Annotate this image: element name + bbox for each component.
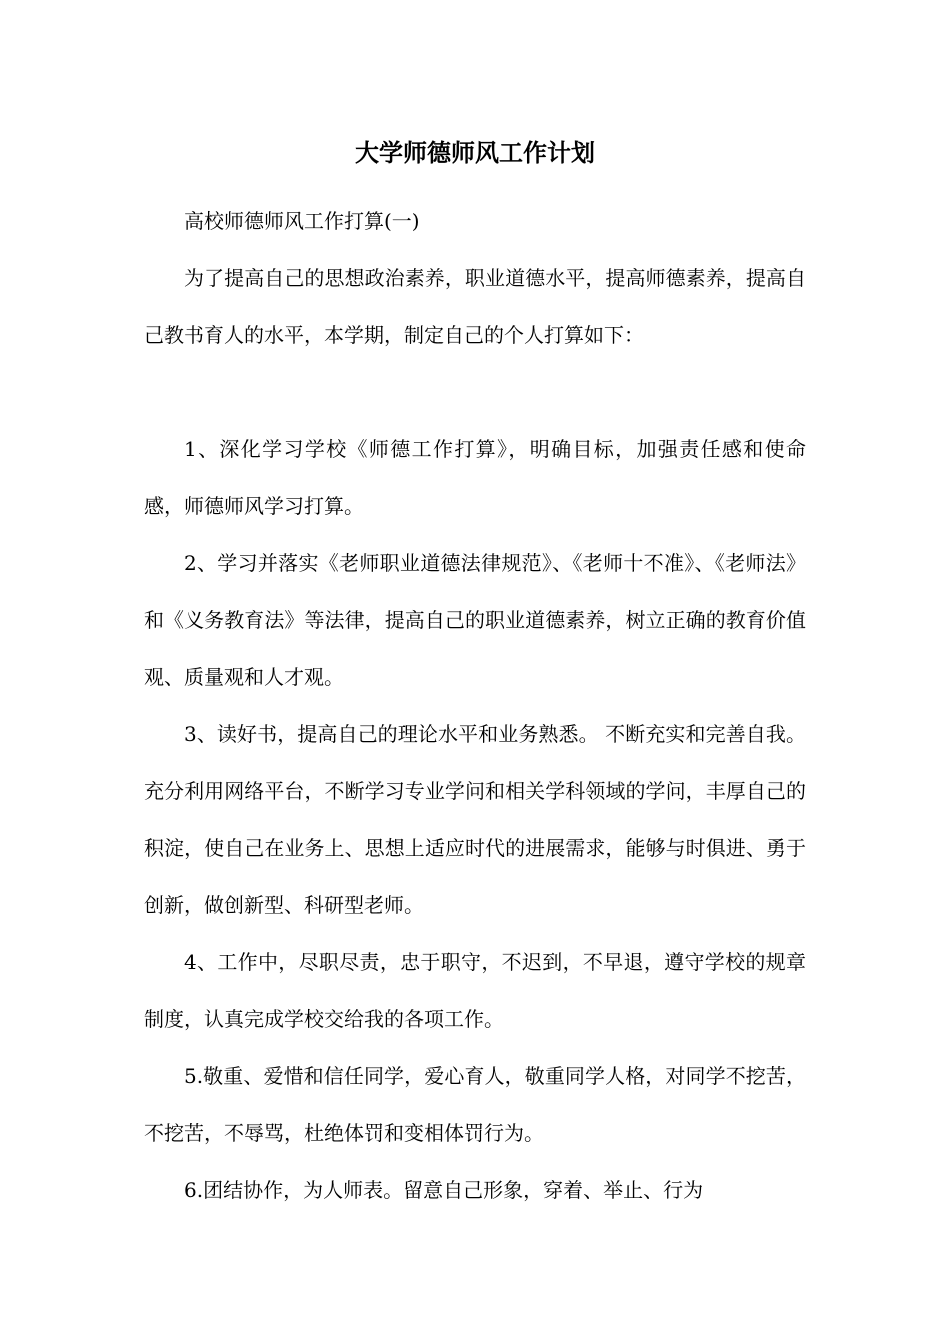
document-title: 大学师德师风工作计划 [355,138,595,167]
list-item-1: 1、深化学习学校《师德工作打算》，明确目标，加强责任感和使命感，师德师风学习打算。 [144,437,806,518]
list-item-4: 4、工作中，尽职尽责，忠于职守，不迟到，不早退，遵守学校的规章制度，认真完成学校交给我的各项工作。 [144,950,806,1031]
list-item-5: 5.敬重、爱惜和信任同学，爱心育人，敬重同学人格，对同学不挖苦，不挖苦，不辱骂，杜绝体罚和变相体罚行为。 [144,1064,806,1145]
list-item-2: 2、学习并落实《老师职业道德法律规范》、《老师十不准》、《老师法》和《义务教育法》等法律，提高自己的职业道德素养，树立正确的教育价值观、质量观和人才观。 [144,551,806,689]
intro-paragraph: 为了提高自己的思想政治素养，职业道德水平，提高师德素养，提高自己教书育人的水平，本学期，制定自己的个人打算如下： [144,266,806,347]
document-subtitle: 高校师德师风工作打算(一) [184,209,420,233]
list-item-6: 6.团结协作，为人师表。留意自己形象，穿着、举止、行为 [184,1178,704,1202]
list-item-3: 3、读好书，提高自己的理论水平和业务熟悉。 不断充实和完善自我。充分利用网络平台，不断学习专业学问和相关学科领域的学问，丰厚自己的积淀，使自己在业务上、思想上适应时代的进展需求，能够与时俱进、勇于创新，做创新型、科研型老师。 [144,722,806,917]
